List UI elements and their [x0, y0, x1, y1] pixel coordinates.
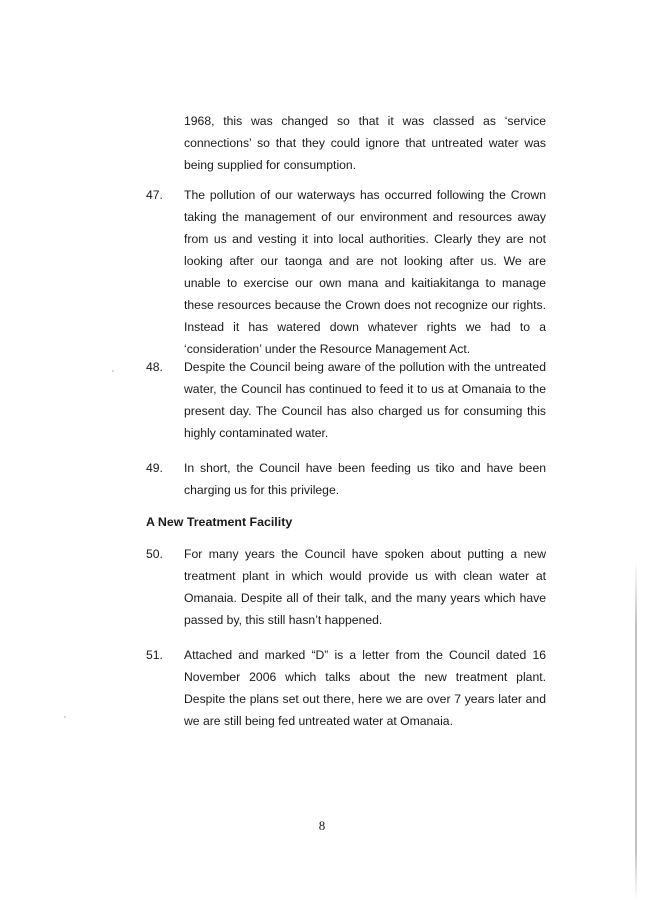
continuation-paragraph: 1968, this was changed so that it was classed as ‘service connections’ so that they could ignore that untreated water was being supplied for consumption.	[184, 114, 546, 172]
scan-speck	[64, 716, 66, 718]
paragraph-50: For many years the Council have spoken about putting a new treatment plant in which would provide us with clean water at Omanaia. Despite all of their talk, and the many years which have passed by, this still hasn’t happened.	[184, 547, 546, 627]
paragraph-number-48: 48.	[146, 360, 163, 374]
paragraph-49: In short, the Council have been feeding us tiko and have been charging us for this privilege.	[184, 461, 546, 497]
section-heading: A New Treatment Facility	[146, 515, 293, 529]
scan-edge-line	[635, 560, 637, 900]
paragraph-48: Despite the Council being aware of the pollution with the untreated water, the Council has continued to feed it to us at Omanaia to the present day. The Council has also charged us for consuming this highly contaminated water.	[184, 360, 546, 440]
paragraph-number-50: 50.	[146, 547, 163, 561]
page-number: 8	[318, 818, 326, 833]
scan-speck	[112, 370, 114, 372]
paragraph-51: Attached and marked “D” is a letter from the Council dated 16 November 2006 which talks about the new treatment plant. Despite the plans set out there, here we are over 7 years later and we are still being fed untreated water at Omanaia.	[184, 648, 546, 728]
paragraph-number-51: 51.	[146, 648, 163, 662]
paragraph-47: The pollution of our waterways has occurred following the Crown taking the management of our environment and resources away from us and vesting it into local authorities. Clearly they are not looking after our taonga and are not looking after us. We are unable to exercise our own mana and kaitiakitanga to manage these resources because the Crown does not recognize our rights. Instead it has watered down whatever rights we had to a ‘consideration’ under the Resource Management Act.	[184, 188, 546, 356]
paragraph-number-49: 49.	[146, 461, 163, 475]
paragraph-number-47: 47.	[146, 188, 163, 202]
